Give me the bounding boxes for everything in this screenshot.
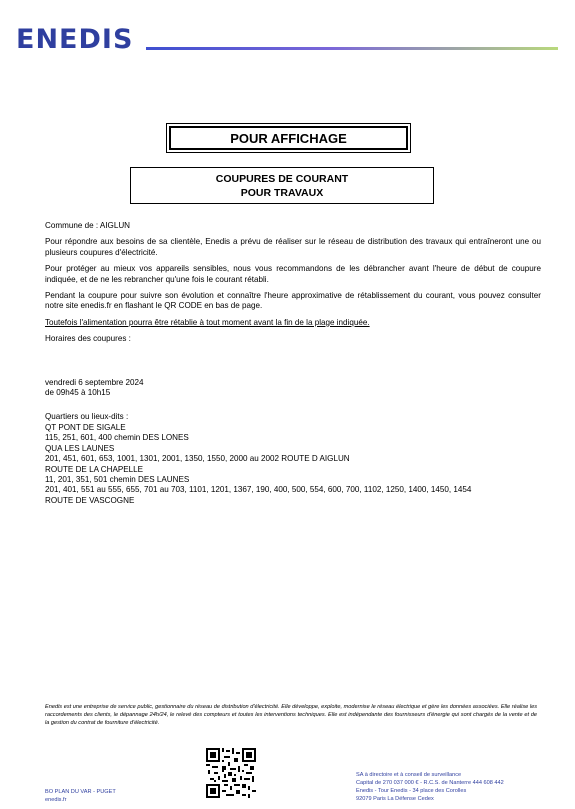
notice-title-line1: COUPURES DE COURANT: [215, 173, 349, 185]
paragraph-protection: Pour protéger au mieux vos appareils sensibles, nous vous recommandons de les débrancher avant l'heure de début de coupure indiquée, et de ne les rebrancher qu'une fois le courant rétabli.: [45, 264, 541, 284]
restoration-notice: Toutefois l'alimentation pourra être rétablie à tout moment avant la fin de la plage indiquée.: [45, 317, 370, 327]
footer-website-link[interactable]: enedis.fr: [45, 797, 67, 803]
footer-company-line: 92079 Paris La Défense Cedex: [356, 796, 434, 802]
list-item: 201, 401, 551 au 555, 655, 701 au 703, 1101, 1201, 1367, 190, 400, 500, 554, 600, 700, 1102, 1250, 1400, 1450, 1454: [45, 485, 472, 495]
outage-time-range: de 09h45 à 10h15: [45, 388, 111, 398]
list-item: QT PONT DE SIGALE: [45, 422, 126, 432]
notice-body: [45, 221, 541, 506]
footer-company-line: Capital de 270 037 000 € - R.C.S. de Nanterre 444 608 442: [356, 780, 504, 786]
footer-agency-name: BO PLAN DU VAR - PUGET: [45, 789, 116, 795]
list-item: 201, 451, 601, 653, 1001, 1301, 2001, 1350, 1550, 2000 au 2002 ROUTE D AIGLUN: [45, 454, 350, 464]
paragraph-intro: Pour répondre aux besoins de sa clientèle, Enedis a prévu de réaliser sur le réseau de distribution des travaux qui entraîneront une ou plusieurs coupures d'électricité.: [45, 237, 541, 257]
list-item: ROUTE DE LA CHAPELLE: [45, 464, 144, 474]
legal-text: Enedis est une entreprise de service public, gestionnaire du réseau de distribution d'électricité. Elle développe, exploite, modernise le réseau électrique et gère les données associées. Elle réalise les raccordements des clients, le dépannage 24h/24, le relevé des compteurs et toutes les interventions techniques. Elle est indépendante des fournisseurs d'énergie qui sont chargés de la vente et de la gestion du contrat de fourniture d'électricité.: [45, 704, 537, 726]
hours-label: Horaires des coupures :: [45, 334, 131, 344]
footer-company-info: [356, 771, 504, 803]
list-item: QUA LES LAUNES: [45, 443, 115, 453]
list-item: 115, 251, 601, 400 chemin DES LONES: [45, 433, 189, 443]
footer-agency: [45, 788, 116, 804]
places-list: [45, 423, 541, 506]
header-gradient-rule: [146, 47, 558, 50]
list-item: 11, 201, 351, 501 chemin DES LAUNES: [45, 474, 190, 484]
list-item: ROUTE DE VASCOGNE: [45, 495, 135, 505]
enedis-logo: [16, 24, 140, 61]
notice-title-line2: POUR TRAVAUX: [240, 187, 324, 199]
places-label: Quartiers ou lieux-dits :: [45, 412, 129, 422]
svg-text:ENEDIS: ENEDIS: [16, 24, 134, 54]
affichage-title-box: [166, 123, 411, 153]
page-title: POUR AFFICHAGE: [169, 126, 408, 150]
footer-company-line: Enedis - Tour Enedis - 34 place des Corolles: [356, 788, 467, 794]
paragraph-tracking: Pendant la coupure pour suivre son évolution et connaître l'heure approximative de rétablissement du courant, vous pouvez consulter notre site enedis.fr en flashant le QR CODE en bas de page.: [45, 291, 541, 311]
qr-code[interactable]: [206, 748, 256, 798]
footer-company-line: SA à directoire et à conseil de surveillance: [356, 772, 462, 778]
outage-date: vendredi 6 septembre 2024: [45, 377, 144, 387]
commune: Commune de : AIGLUN: [45, 221, 131, 230]
notice-title-box: [130, 167, 434, 204]
